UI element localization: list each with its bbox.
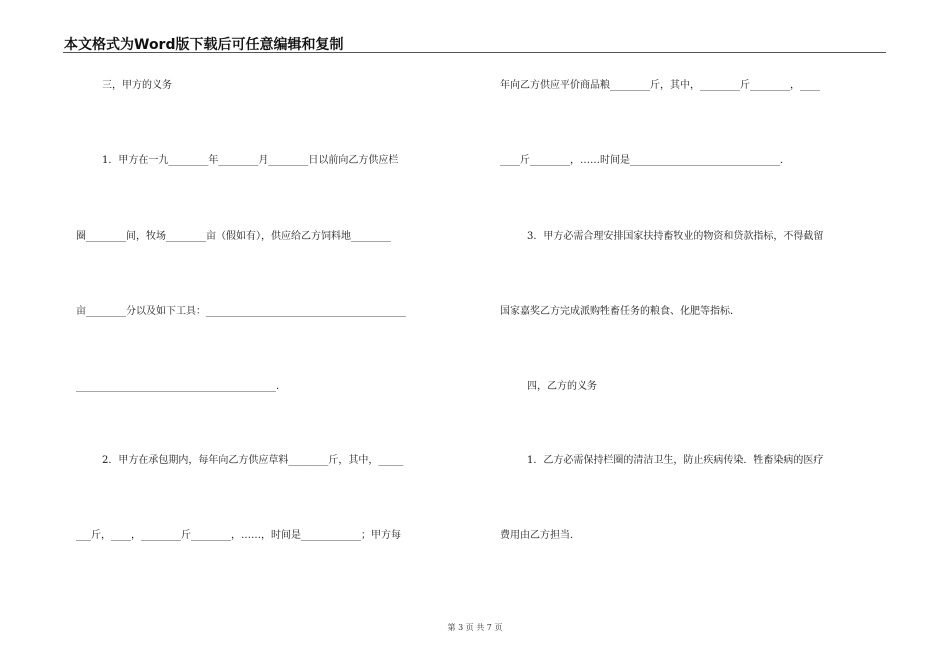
section-heading-party-a-duties: 三，甲方的义务 — [102, 80, 172, 91]
left-text-line-6: 2．甲方在承包期内，每年向乙方供应草料________斤，其中，_____ — [102, 455, 404, 466]
left-text-line-7: ___斤，____，________斤________，……，时间是____________；甲方每 — [76, 530, 401, 541]
left-text-line-4: 亩________分以及如下工具：________________________________________ — [76, 306, 406, 317]
right-text-line-2: ____斤________，……时间是______________________________． — [500, 155, 790, 166]
left-text-line-5: ________________________________________． — [76, 381, 286, 392]
page-header-title: 本文格式为Word版下载后可任意编辑和复制 — [64, 37, 344, 53]
right-text-line-6: 1．乙方必需保持栏圈的清洁卫生，防止疾病传染．牲畜染病的医疗 — [527, 455, 824, 466]
right-text-line-4: 国家嘉奖乙方完成派购牲畜任务的粮食、化肥等指标． — [500, 306, 740, 317]
right-text-line-7: 费用由乙方担当． — [500, 530, 580, 541]
section-heading-party-b-duties: 四，乙方的义务 — [527, 381, 597, 392]
header-divider — [63, 52, 886, 53]
left-text-line-3: 圈________间，牧场________亩（假如有），供应给乙方饲料地________ — [76, 231, 391, 242]
left-text-line-2: 1．甲方在一九________年________月________日以前向乙方供应栏 — [102, 155, 399, 166]
right-text-line-1: 年向乙方供应平价商品粮________斤，其中，________斤________，____ — [500, 80, 820, 91]
page-number-footer: 第 3 页 共 7 页 — [447, 623, 503, 632]
right-text-line-3: 3．甲方必需合理安排国家扶持畜牧业的物资和贷款指标，不得截留 — [527, 231, 824, 242]
